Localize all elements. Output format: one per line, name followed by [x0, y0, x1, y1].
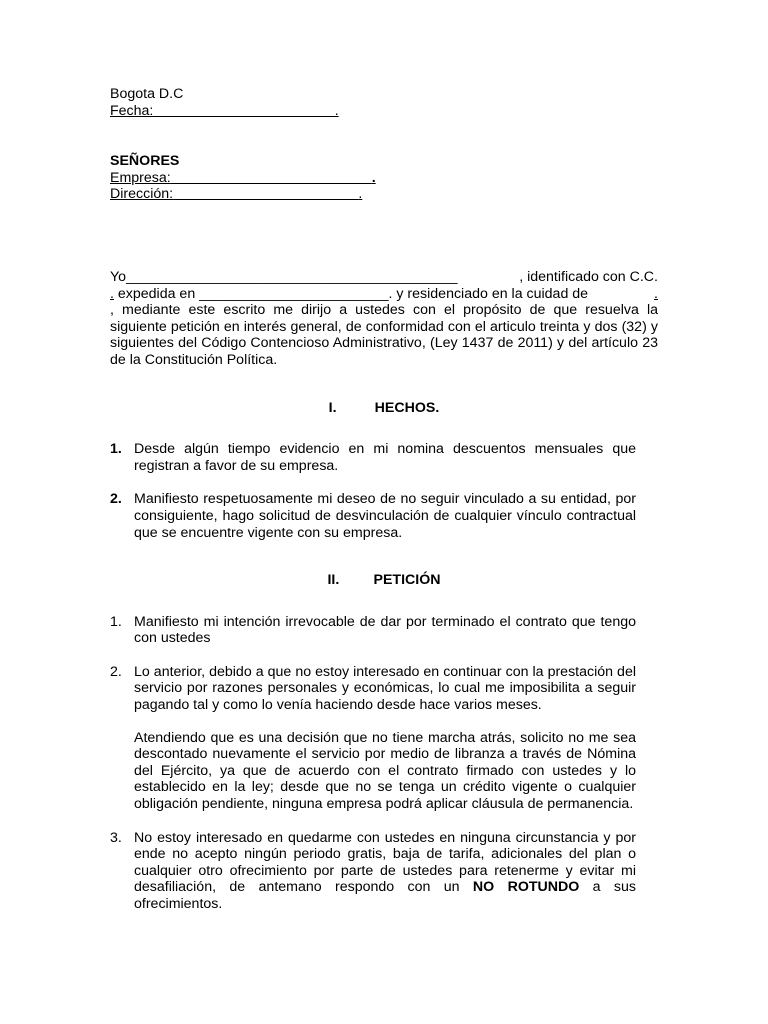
address-line [110, 186, 658, 203]
company-end: . [371, 169, 376, 186]
list-item [110, 830, 658, 913]
letter-body [110, 86, 658, 930]
item-number: 3. [110, 829, 122, 846]
company-blank [171, 170, 372, 186]
item-text-a: No estoy interesado en quedarme con ustedes en ninguna circunstancia y por ende no acepto ningún periodo gratis, baja de tarifa, adicionales del plan o cualquier otro ofrecimiento por parte de ustedes para retenerme y evitar mi desafiliación, de antemano respondo con un [134, 829, 636, 896]
item-text [134, 830, 636, 913]
intro-dot-2: . [654, 285, 658, 302]
intro-expedida: expedida en ________________________. y residenciado en la cuidad de [113, 285, 589, 302]
list-item [110, 441, 658, 474]
peticion-list [110, 614, 658, 913]
item-text: Manifiesto mi intención irrevocable de dar por terminado el contrato que tengo con ustedes [134, 613, 636, 647]
item-number: 1. [110, 441, 122, 458]
company-label: Empresa: [110, 169, 171, 186]
list-item [110, 491, 658, 541]
address-blank [173, 186, 358, 202]
city-line: Bogota D.C [110, 86, 184, 102]
item-text: Desde algún tiempo evidencio en mi nomina descuentos mensuales que registran a favor de su empresa. [134, 441, 636, 474]
intro-paragraph [110, 269, 658, 369]
hechos-list [110, 441, 658, 541]
item-paragraph: Atendiendo que es una decisión que no tiene marcha atrás, solicito no me sea descontado nuevamente el servicio por medio de libranza a través de Nómina del Ejército, ya que de acuerdo con el contrato firmado con ustedes y lo establecido en la ley; desde que no se tenga un crédito vigente o cualquier obligación pendiente, ninguna empresa podrá aplicar cláusula de permanencia. [134, 729, 636, 813]
address-end: . [358, 186, 363, 203]
section-hechos-number: I. [328, 399, 337, 416]
list-item [110, 614, 658, 647]
company-line [110, 170, 658, 187]
intro-name-blank: __________________________________________ [126, 268, 458, 285]
item-text-b: a sus ofrecimientos. [134, 879, 636, 912]
item-paragraph: Lo anterior, debido a que no estoy interesado en continuar con la prestación del servicio por razones personales y económicas, lo cual me imposibilita a seguir pagando tal y como lo venía haciendo desde hace varios meses. [134, 663, 636, 714]
intro-yo: Yo [110, 268, 127, 285]
item-number: 1. [110, 613, 122, 630]
address-label: Dirección: [110, 186, 174, 203]
item-number: 2. [110, 491, 122, 508]
intro-id-text: , identificado con C.C. [519, 268, 658, 285]
recipient-title: SEÑORES [110, 153, 180, 170]
intro-rest: , mediante este escrito me dirijo a ustedes con el propósito de que resuelva la siguiente petición en interés general, de conformidad con el articulo treinta y dos (32) y siguientes del Código Contencioso Administrativo, (Ley 1437 de 2011) y del artículo 23 de la Constitución Política. [110, 302, 658, 368]
item-text [134, 664, 636, 813]
intro-dot-1: . [110, 285, 114, 302]
section-hechos-label: HECHOS. [374, 399, 440, 416]
item-text-bold: NO ROTUNDO [472, 879, 580, 896]
section-peticion-label: PETICIÓN [373, 572, 441, 589]
date-end: . [334, 102, 339, 119]
date-line [110, 103, 658, 120]
intro-line-2 [110, 286, 658, 303]
list-item [110, 664, 658, 813]
item-text: Manifiesto respetuosamente mi deseo de no seguir vinculado a su entidad, por consiguiente, hago solicitud de desvinculación de cualquier vínculo contractual que se encuentre vigente con su empresa. [134, 491, 636, 541]
date-blank [153, 103, 334, 119]
date-label: Fecha: [110, 102, 154, 119]
section-hechos-title [110, 400, 658, 417]
intro-line-1 [110, 269, 658, 286]
section-peticion-title [110, 572, 658, 589]
section-peticion-number: II. [327, 572, 340, 589]
item-number: 2. [110, 663, 122, 680]
